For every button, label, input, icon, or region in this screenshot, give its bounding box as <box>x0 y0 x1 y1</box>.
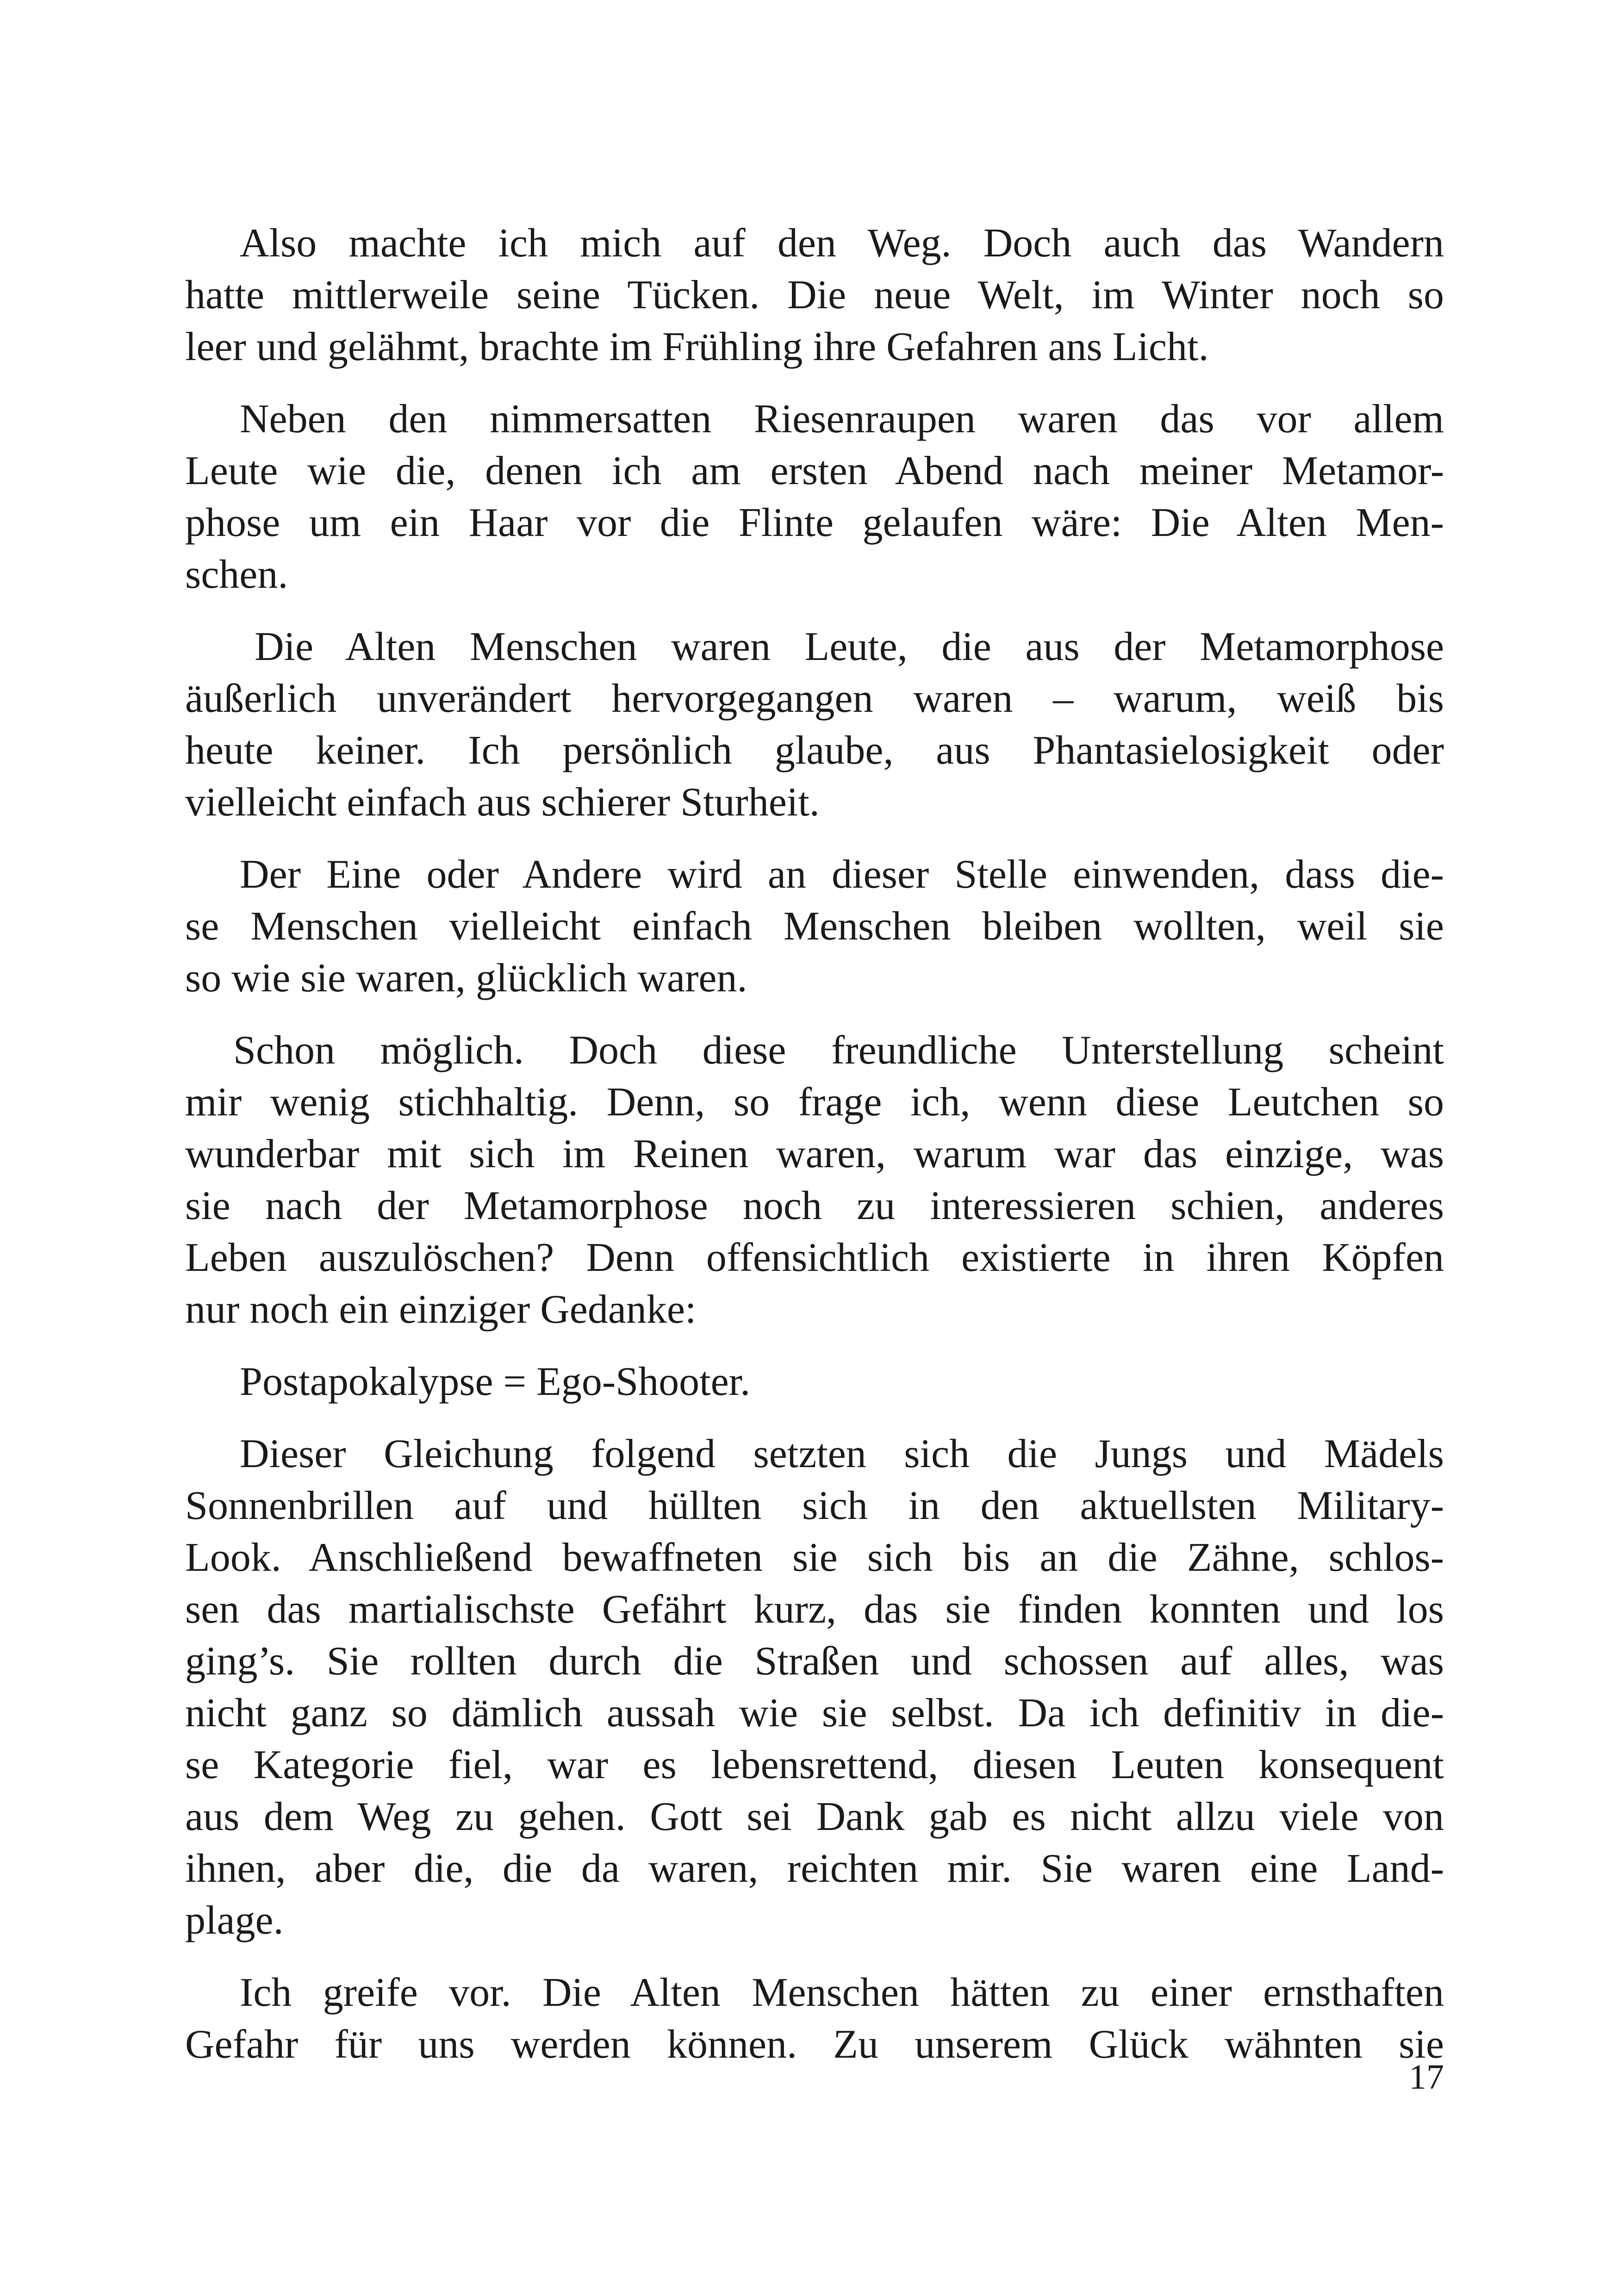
text-line: Sonnenbrillen auf und hüllten sich in den aktuellsten Military- <box>185 1483 1444 1528</box>
text-line: se Kategorie fiel, war es lebensrettend, diesen Leuten konsequent <box>185 1742 1444 1787</box>
text-line: se Menschen vielleicht einfach Menschen bleiben wollten, weil sie <box>185 904 1444 949</box>
paragraph <box>185 393 1444 601</box>
text-line: phose um ein Haar vor die Flinte gelaufen wäre: Die Alten Men- <box>185 500 1444 545</box>
paragraph <box>185 1356 1444 1408</box>
text-line: leer und gelähmt, brachte im Frühling ihre Gefahren ans Licht. <box>185 324 1209 369</box>
text-line: Also machte ich mich auf den Weg. Doch auch das Wandern <box>240 221 1444 266</box>
text-line: vielleicht einfach aus schierer Sturheit. <box>185 780 820 825</box>
text-line: Gefahr für uns werden können. Zu unserem Glück wähnten sie <box>185 2022 1444 2067</box>
text-line: äußerlich unverändert hervorgegangen waren – warum, weiß bis <box>185 676 1444 721</box>
text-line: plage. <box>185 1898 284 1943</box>
text-line: Ich greife vor. Die Alten Menschen hätten zu einer ernsthaften <box>240 1970 1444 2015</box>
text-line: wunderbar mit sich im Reinen waren, warum war das einzige, was <box>185 1132 1444 1176</box>
paragraph <box>185 1967 1444 2071</box>
text-line: Schon möglich. Doch diese freundliche Unterstellung scheint <box>233 1028 1444 1073</box>
text-line: Postapokalypse = Ego-Shooter. <box>240 1359 751 1404</box>
paragraph <box>185 1428 1444 1947</box>
text-line: sie nach der Metamorphose noch zu interessieren schien, anderes <box>185 1183 1444 1228</box>
text-line: aus dem Weg zu gehen. Gott sei Dank gab es nicht allzu viele von <box>185 1794 1444 1839</box>
text-line: schen. <box>185 552 288 597</box>
text-line: Der Eine oder Andere wird an dieser Stelle einwenden, dass die- <box>240 852 1444 897</box>
text-line: Die Alten Menschen waren Leute, die aus der Metamorphose <box>255 624 1444 669</box>
text-line: Look. Anschließend bewaffneten sie sich bis an die Zähne, schlos- <box>185 1535 1444 1580</box>
page-number: 17 <box>1409 2058 1444 2097</box>
text-line: nicht ganz so dämlich aussah wie sie selbst. Da ich definitiv in die- <box>185 1691 1444 1736</box>
text-line: hatte mittlerweile seine Tücken. Die neue Welt, im Winter noch so <box>185 273 1444 317</box>
text-line: so wie sie waren, glücklich waren. <box>185 956 747 1001</box>
text-line: Dieser Gleichung folgend setzten sich die Jungs und Mädels <box>240 1431 1444 1476</box>
text-line: Leute wie die, denen ich am ersten Abend nach meiner Metamor- <box>185 448 1444 493</box>
text-line: nur noch ein einziger Gedanke: <box>185 1287 697 1332</box>
paragraph <box>185 1025 1444 1336</box>
paragraph <box>185 849 1444 1004</box>
text-line: ihnen, aber die, die da waren, reichten mir. Sie waren eine Land- <box>185 1846 1444 1891</box>
text-line: ging’s. Sie rollten durch die Straßen und schossen auf alles, was <box>185 1639 1444 1684</box>
body-text <box>185 218 1444 2091</box>
text-line: Leben auszulöschen? Denn offensichtlich existierte in ihren Köpfen <box>185 1235 1444 1280</box>
text-line: heute keiner. Ich persönlich glaube, aus Phantasielosigkeit oder <box>185 728 1444 773</box>
paragraph <box>185 218 1444 373</box>
text-line: Neben den nimmersatten Riesenraupen waren das vor allem <box>240 397 1444 442</box>
text-line: sen das martialischste Gefährt kurz, das sie finden konnten und los <box>185 1587 1444 1632</box>
paragraph <box>185 621 1444 828</box>
text-line: mir wenig stichhaltig. Denn, so frage ich, wenn diese Leutchen so <box>185 1080 1444 1125</box>
